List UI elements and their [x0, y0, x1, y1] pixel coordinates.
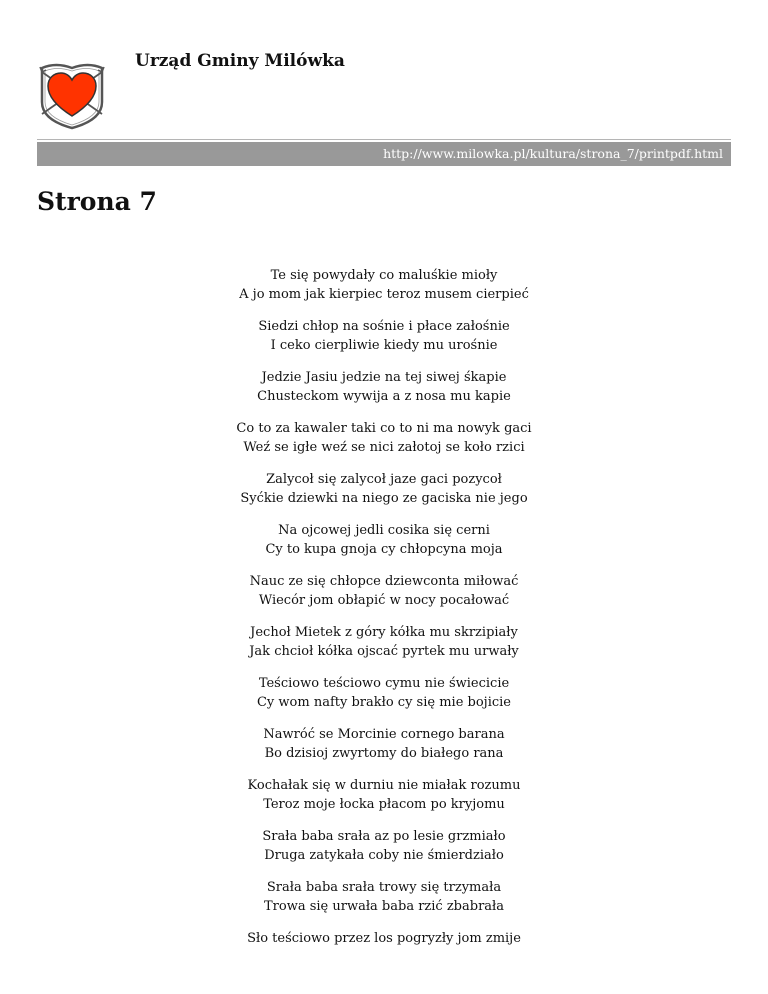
poem-line: Jak chcioł kółka ojscać pyrtek mu urwały — [249, 644, 519, 659]
poem-line: Siedzi chłop na sośnie i płace załośnie — [258, 319, 510, 334]
page-url: http://www.milowka.pl/kultura/strona_7/printpdf.html — [383, 146, 723, 161]
poem-line: Syćkie dziewki na niego ze gaciska nie jego — [240, 491, 528, 506]
poem-line: Srała baba srała trowy się trzymała — [266, 880, 502, 895]
poem-line: Nauc ze się chłopce dziewconta miłować — [249, 574, 519, 589]
poem-stanza — [0, 827, 768, 865]
header-divider — [37, 139, 731, 140]
poem-line: Cy wom nafty brakło cy się mie bojicie — [256, 695, 511, 710]
poem-line: Nawróć se Morcinie cornego barana — [263, 727, 505, 742]
poem-line: Cy to kupa gnoja cy chłopcyna moja — [265, 542, 503, 557]
poem-line: I ceko cierpliwie kiedy mu urośnie — [270, 338, 498, 353]
poem-line: A jo mom jak kierpiec teroz musem cierpieć — [239, 287, 529, 302]
poem-line: Srała baba srała az po lesie grzmiało — [262, 829, 506, 844]
poem-stanza — [0, 317, 768, 355]
poem-stanza — [0, 674, 768, 712]
poem-line: Jedzie Jasiu jedzie na tej siwej śkapie — [261, 370, 507, 385]
poem-stanza — [0, 572, 768, 610]
poem-line: Trowa się urwała baba rzić zbabrała — [263, 899, 505, 914]
poem-line: Teściowo teściowo cymu nie świecicie — [258, 676, 510, 691]
poem-stanza — [0, 521, 768, 559]
poem-line: Na ojcowej jedli cosika się cerni — [278, 523, 490, 538]
poem-line: Te się powydały co maluśkie mioły — [270, 268, 498, 283]
poem-line: Sło teściowo przez los pogryzły jom zmije — [247, 931, 521, 946]
url-bar — [37, 142, 731, 166]
poem-stanza — [0, 623, 768, 661]
organization-name: Urząd Gminy Milówka — [135, 51, 345, 71]
poem-stanza — [0, 470, 768, 508]
poem-stanza — [0, 725, 768, 763]
page-title: Strona 7 — [37, 187, 157, 216]
poem-line: Chusteckom wywija a z nosa mu kapie — [257, 389, 511, 404]
poem-line: Zalycoł się zalycoł jaze gaci pozycoł — [266, 472, 502, 487]
poem-line: Wiecór jom obłapić w nocy pocałować — [258, 593, 510, 608]
poem-stanza — [0, 929, 768, 948]
poem-line: Druga zatykała coby nie śmierdziało — [264, 848, 504, 863]
poem-line: Teroz moje łocka płacom po kryjomu — [263, 797, 505, 812]
poem-stanza — [0, 878, 768, 916]
poem-body — [0, 266, 768, 961]
poem-line: Co to za kawaler taki co to ni ma nowyk gaci — [236, 421, 532, 436]
poem-line: Bo dzisioj zwyrtomy do białego rana — [264, 746, 504, 761]
poem-line: Weź se igłe weź se nici załotoj se koło rzici — [243, 440, 525, 455]
poem-stanza — [0, 419, 768, 457]
poem-line: Jechoł Mietek z góry kółka mu skrzipiały — [250, 625, 518, 640]
heart-arrow-shield-icon — [36, 58, 108, 130]
poem-line: Kochałak się w durniu nie miałak rozumu — [247, 778, 521, 793]
poem-stanza — [0, 776, 768, 814]
poem-stanza — [0, 368, 768, 406]
poem-stanza — [0, 266, 768, 304]
